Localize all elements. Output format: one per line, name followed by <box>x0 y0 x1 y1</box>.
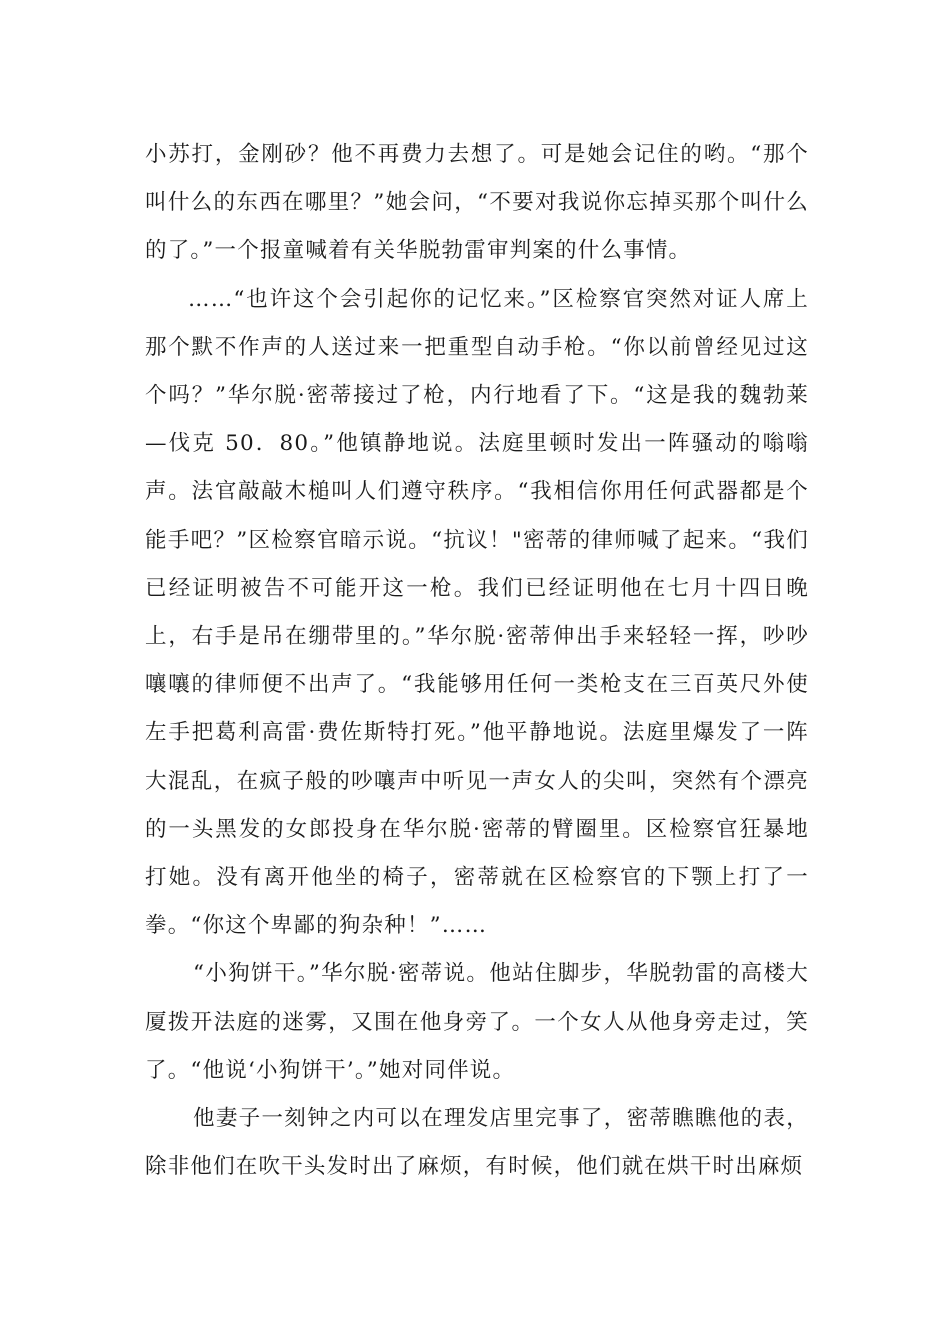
paragraph-2: ……“也许这个会引起你的记忆来。”区检察官突然对证人席上那个默不作声的人送过来一把重型自动手枪。“你以前曾经见过这个吗？”华尔脱·密蒂接过了枪，内行地看了下。“这是我的魏勃莱—伐克 50．80。”他镇静地说。法庭里顿时发出一阵骚动的嗡嗡声。法官敲敲木槌叫人们遵守秩序。“我相信你用任何武器都是个能手吧？”区检察官暗示说。“抗议！"密蒂的律师喊了起来。“我们已经证明被告不可能开这一枪。我们已经证明他在七月十四日晚上，右手是吊在绷带里的。”华尔脱·密蒂伸出手来轻轻一挥，吵吵嚷嚷的律师便不出声了。“我能够用任何一类枪支在三百英尺外使左手把葛利高雷·费佐斯特打死。”他平静地说。法庭里爆发了一阵大混乱，在疯子般的吵嚷声中听见一声女人的尖叫，突然有个漂亮的一头黑发的女郎投身在华尔脱·密蒂的臂圈里。区检察官狂暴地打她。没有离开他坐的椅子，密蒂就在区检察官的下颚上打了一拳。“你这个卑鄙的狗杂种！”…… <box>145 286 809 939</box>
paragraph-1: 小苏打，金刚砂？他不再费力去想了。可是她会记住的哟。“那个叫什么的东西在哪里？”她会问，“不要对我说你忘掉买那个叫什么的了。”一个报童喊着有关华脱勃雷审判案的什么事情。 <box>145 142 809 264</box>
paragraph-3: “小狗饼干。”华尔脱·密蒂说。他站住脚步，华脱勃雷的高楼大厦拨开法庭的迷雾，又围在他身旁了。一个女人从他身旁走过，笑了。“他说‘小狗饼干’。”她对同伴说。 <box>145 961 809 1083</box>
document-body <box>145 131 809 1191</box>
paragraph-4: 他妻子一刻钟之内可以在理发店里完事了，密蒂瞧瞧他的表，除非他们在吹干头发时出了麻烦，有时候，他们就在烘干时出麻烦 <box>145 1106 809 1180</box>
